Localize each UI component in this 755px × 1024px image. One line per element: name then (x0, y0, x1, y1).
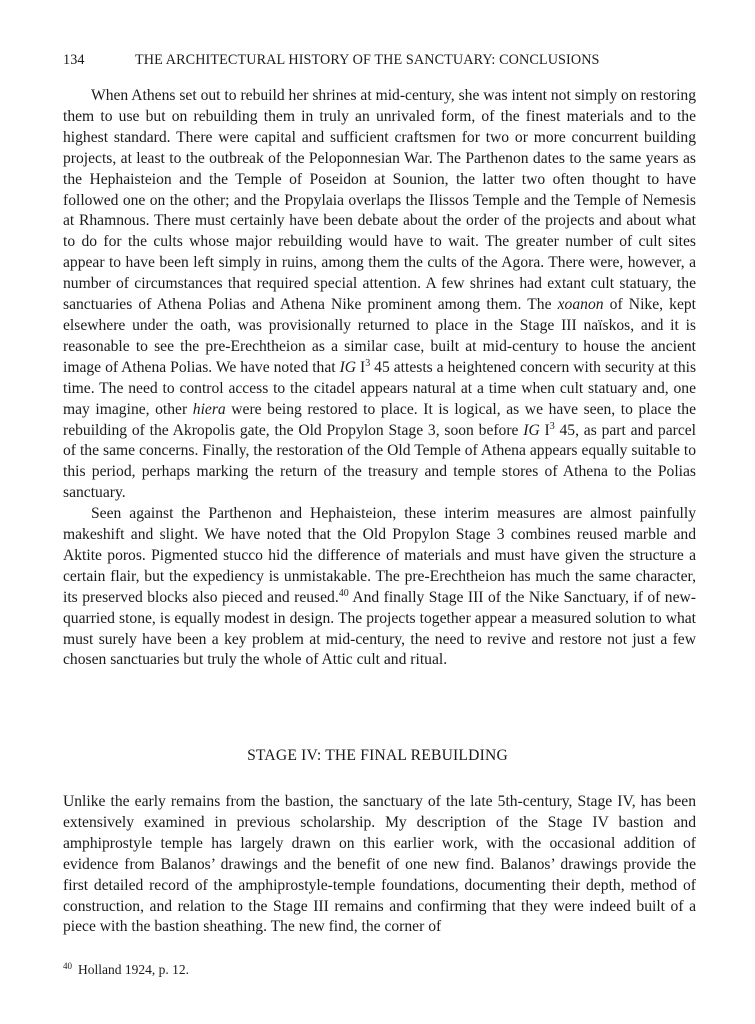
page-number: 134 (63, 52, 85, 68)
superscript: 3 (549, 420, 555, 432)
inscription-ref: IG (523, 421, 540, 439)
inscription-ref: IG (339, 358, 357, 376)
italic-term: hiera (192, 400, 226, 418)
body-section-1 (63, 86, 696, 671)
footnote-text: Holland 1924, p. 12. (78, 962, 189, 977)
running-head-title: THE ARCHITECTURAL HISTORY OF THE SANCTUARY: CONCLUSIONS (135, 52, 600, 68)
paragraph-3: Unlike the early remains from the bastion, the sanctuary of the late 5th-century, Stage IV, has been extensively examined in previous scholarship. My description of the Stage IV bastion and amphiprostyle temple has largely drawn on this earlier work, with the occasional addition of evidence from Balanos’ drawings and the benefit of one new find. Balanos’ drawings provide the first detailed record of the amphiprostyle-temple foundations, documenting their depth, method of construction, and relation to the Stage III remains and confirming that they were indeed built of a piece with the bastion sheathing. The new find, the corner of (63, 793, 696, 936)
italic-term: xoanon (557, 296, 604, 314)
footnote (63, 962, 189, 978)
body-section-2 (63, 792, 696, 938)
superscript: 3 (365, 357, 371, 369)
paragraph-2: Seen against the Parthenon and Hephaisteion, these interim measures are almost painfully makeshift and slight. We have noted that the Old Propylon Stage 3 combines reused marble and Aktite poros. Pigmented stucco hid the difference of materials and must have given the structure a certain flair, but the expediency is unmistakable. The pre-Erechtheion has much the same character, its preserved blocks also pieced and reused.$^{40}$ And finally Stage III of the Nike Sanctuary, if of new-quarried stone, is equally modest in design. The projects together appear a measured solution to what must surely have been a key problem at mid-century, the need to revive and restore not just a few chosen sanctuaries but truly the whole of Attic cult and ritual. (63, 505, 696, 669)
section-heading: STAGE IV: THE FINAL REBUILDING (247, 747, 508, 764)
footnote-number: 40 (63, 960, 72, 971)
footnote-reference: 40 (338, 587, 349, 599)
paragraph-1: When Athens set out to rebuild her shrines at mid-century, she was intent not simply on restoring them to use but on rebuilding them in truly an unrivaled form, of the finest materials and to the highest standard. There were capital and sufficient craftsmen for two or more concurrent building projects, at least to the outbreak of the Peloponnesian War. The Parthenon dates to the same years as the Hephaisteion and the Temple of Poseidon at Sounion, the latter two often thought to have followed one on the other; and the Propylaia overlaps the Ilissos Temple and the Temple of Nemesis at Rhamnous. There must certainly have been debate about the order of the projects and about what to do for the cults whose major rebuilding would have to wait. The greater number of cult sites appear to have been left simply in ruins, among them the cults of the Agora. There were, however, a number of circumstances that required special attention. A few shrines had extant cult statuary, the sanctuaries of Athena Polias and Athena Nike prominent among them. The xoanon of Nike, kept elsewhere under the oath, was provisionally returned to place in the Stage III naïskos, and it is reasonable to see the pre-Erechtheion as a similar case, built at mid-century to house the ancient image of Athena Polias. We have noted that IG $I^3$ 45 attests a heightened concern with security at this time. The need to control access to the citadel appears natural at a time when cult statuary and, one may imagine, other hiera were being restored to place. It is logical, as we have seen, to place the rebuilding of the Akropolis gate, the Old Propylon Stage 3, soon before IG $I^3$ 45, as part and parcel of the same concerns. Finally, the restoration of the Old Temple of Athena appears equally suitable to this period, perhaps marking the return of the treasury and temple stores of Athena to the Polias sanctuary. (63, 87, 697, 502)
running-head (63, 52, 705, 69)
